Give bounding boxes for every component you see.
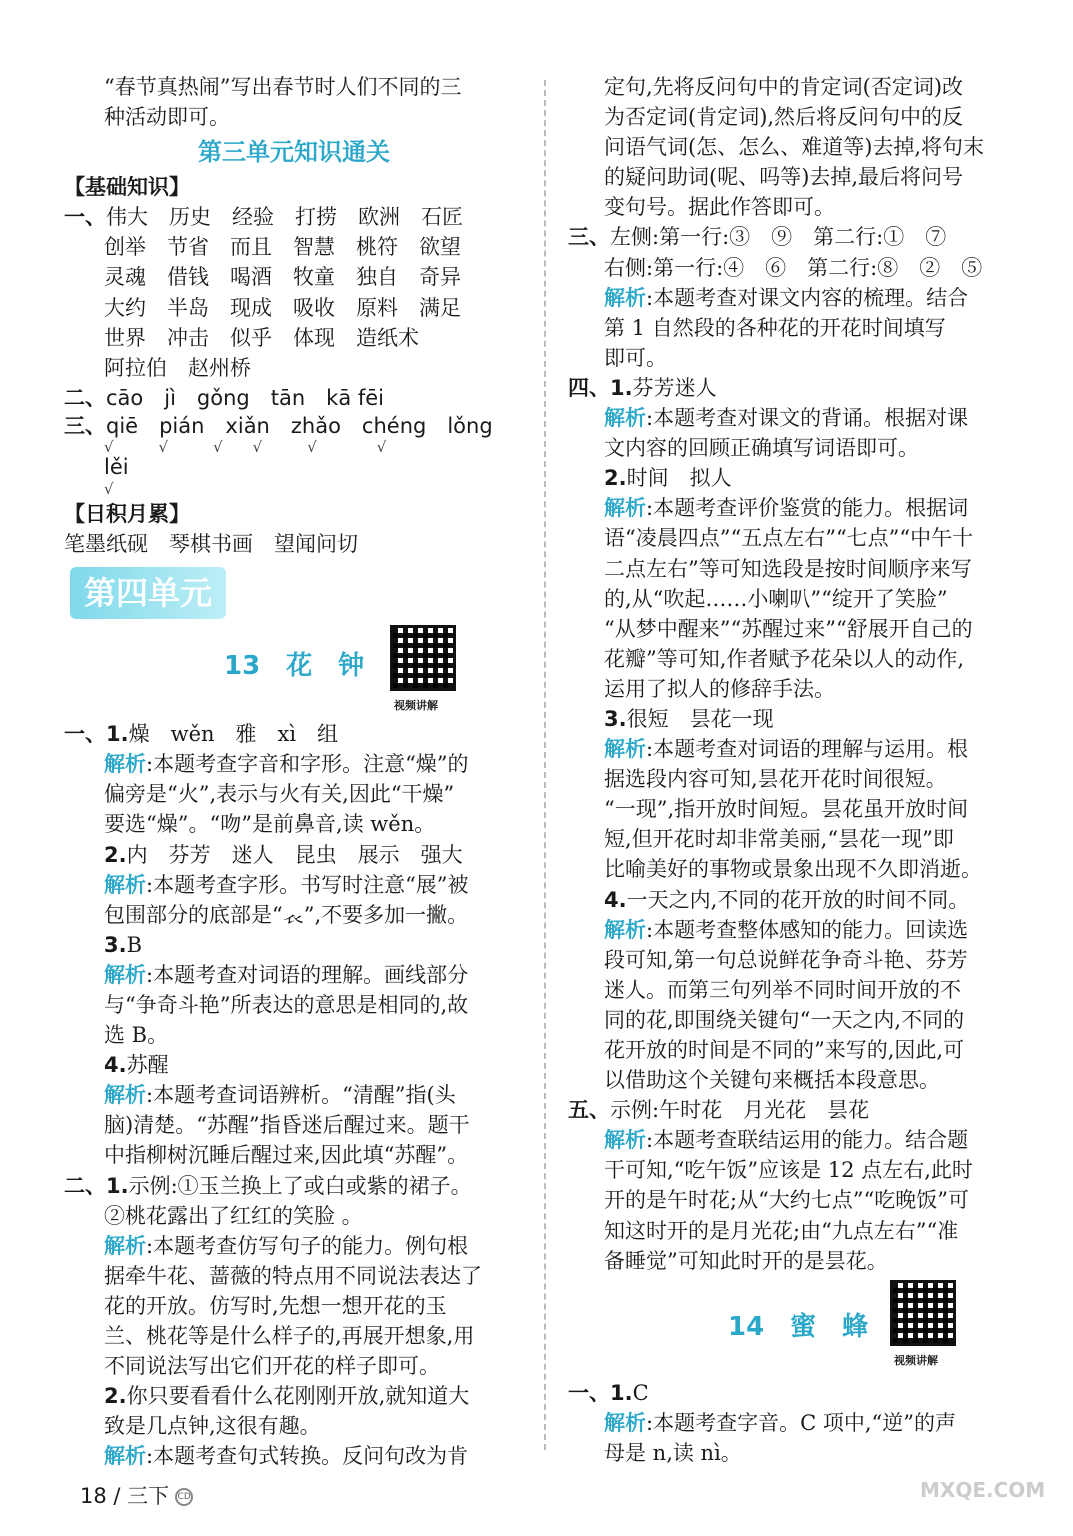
- section-label: 四、: [568, 375, 610, 400]
- analysis-label: 解析: [104, 962, 146, 987]
- answer: 示例:午时花 月光花 昙花: [610, 1098, 870, 1123]
- analysis-text: :本题考查整体感知的能力。回读选: [646, 917, 969, 942]
- answer: 内 芬芳 迷人 昆虫 展示 强大: [126, 842, 463, 867]
- analysis-text: :本题考查词语辨析。“清醒”指(头: [146, 1083, 456, 1108]
- analysis-label: 解析: [104, 1444, 146, 1469]
- unit3-title: 第三单元知识通关: [198, 138, 390, 167]
- column-divider: [544, 80, 546, 1450]
- section-label: 五、: [568, 1098, 610, 1123]
- daily-accumulation-heading: 【日积月累】: [64, 501, 190, 526]
- page-number: 18 / 三下: [80, 1484, 170, 1508]
- analysis-text: :本题考查对词语的理解与运用。根: [646, 737, 969, 762]
- analysis-text: 以借助这个关键句来概括本段意思。: [604, 1068, 940, 1093]
- analysis-text: 段可知,第一句总说鲜花争奇斗艳、芬芳: [604, 947, 968, 972]
- answer: 你只要看看什么花刚刚开放,就知道大: [126, 1384, 470, 1409]
- answer: C: [632, 1380, 649, 1405]
- answer: ②桃花露出了红红的笑脸 。: [104, 1203, 363, 1228]
- question-number: 1.: [106, 1173, 129, 1198]
- analysis-label: 解析: [604, 737, 646, 762]
- section-label: 一、: [64, 205, 106, 230]
- pinyin-row: lěi: [104, 454, 129, 479]
- analysis-text: :本题考查句式转换。反问句改为肯: [146, 1444, 469, 1469]
- analysis-label: 解析: [604, 285, 646, 310]
- answer: 时间 拟人: [626, 466, 732, 491]
- question-number: 4.: [604, 887, 627, 912]
- analysis-text: “从梦中醒来”“苏醒过来”“舒展开自己的: [604, 616, 973, 641]
- analysis-text: 的,从“吹起……小喇叭”“绽开了笑脸”: [604, 586, 948, 611]
- lesson13-title: 13 花 钟: [224, 651, 365, 682]
- analysis-text: 变句号。据此作答即可。: [604, 195, 835, 220]
- answer: B: [126, 932, 143, 957]
- word-row: 创举 节省 而且 智慧 桃符 欲望: [104, 235, 461, 260]
- question-number: 3.: [104, 932, 127, 957]
- answer: 左侧:第一行:③ ⑨ 第二行:① ⑦: [610, 225, 947, 250]
- analysis-text: 中指柳树沉睡后醒过来,因此填“苏醒”。: [104, 1143, 469, 1168]
- answer: 一天之内,不同的花开放的时间不同。: [626, 887, 970, 912]
- qr-code-icon[interactable]: [390, 625, 456, 691]
- answer: 示例:①玉兰换上了或白或紫的裙子。: [128, 1173, 472, 1198]
- left-column: [64, 72, 524, 1471]
- analysis-label: 解析: [104, 752, 146, 777]
- daily-words: 笔墨纸砚 琴棋书画 望闻问切: [64, 532, 358, 557]
- lesson14-title: 14 蜜 蜂: [728, 1311, 869, 1342]
- analysis-text: 知这时开的是月光花;由“九点左右”“准: [604, 1218, 959, 1243]
- analysis-text: 要选“燥”。“吻”是前鼻音,读 wěn。: [104, 812, 436, 837]
- analysis-text: 偏旁是“火”,表示与火有关,因此“干燥”: [104, 782, 455, 807]
- question-number: 1.: [610, 375, 633, 400]
- unit4-banner: 第四单元: [70, 567, 226, 619]
- analysis-text: 为否定词(肯定词),然后将反问句中的反: [604, 105, 964, 130]
- analysis-text: 短,但开花时却非常美丽,“昙花一现”即: [604, 827, 954, 852]
- answer: 燥 wěn 雅 xì 组: [128, 722, 339, 747]
- qr-code-icon[interactable]: [890, 1280, 956, 1346]
- text-line: “春节真热闹”写出春节时人们不同的三: [104, 75, 462, 99]
- question-number: 3.: [604, 706, 627, 731]
- analysis-text: 二点左右”等可知选段是按时间顺序来写: [604, 556, 972, 581]
- analysis-text: :本题考查对课文的背诵。根据对课: [646, 406, 969, 431]
- analysis-text: 包围部分的底部是“𧘇”,不要多加一撇。: [104, 902, 469, 927]
- word-row: 世界 冲击 似乎 体现 造纸术: [104, 325, 419, 350]
- analysis-text: 语“凌晨四点”“五点左右”“七点”“中午十: [604, 526, 974, 551]
- page-footer: [80, 1480, 193, 1510]
- analysis-text: :本题考查字音。C 项中,“逆”的声: [646, 1410, 956, 1435]
- analysis-text: :本题考查字形。书写时注意“展”被: [146, 872, 469, 897]
- analysis-text: 定句,先将反问句中的肯定词(否定词)改: [604, 75, 964, 99]
- question-number: 4.: [104, 1053, 127, 1078]
- analysis-label: 解析: [604, 496, 646, 521]
- word-row: 伟大 历史 经验 打捞 欧洲 石匠: [106, 205, 463, 230]
- question-number: 2.: [104, 1384, 127, 1409]
- question-number: 2.: [604, 466, 627, 491]
- analysis-text: 比喻美好的事物或景象出现不久即消逝。: [604, 857, 982, 882]
- section-label: 二、: [64, 1173, 106, 1198]
- basic-knowledge-heading: 【基础知识】: [64, 175, 190, 200]
- text-line: 种活动即可。: [104, 105, 230, 130]
- analysis-label: 解析: [104, 1083, 146, 1108]
- analysis-label: 解析: [104, 872, 146, 897]
- analysis-text: :本题考查评价鉴赏的能力。根据词: [646, 496, 969, 521]
- section-label: 三、: [64, 413, 106, 438]
- analysis-text: 文内容的回顾正确填写词语即可。: [604, 436, 919, 461]
- question-number: 1.: [610, 1380, 633, 1405]
- analysis-text: 即可。: [604, 345, 667, 370]
- analysis-text: 据选段内容可知,昙花开花时间很短。: [604, 767, 947, 792]
- analysis-text: 同的花,即围绕关键句“一天之内,不同的: [604, 1007, 965, 1032]
- lesson13-header: [64, 619, 524, 719]
- answer: 苏醒: [126, 1053, 169, 1078]
- check-mark-icon: √: [104, 479, 114, 498]
- analysis-text: 迷人。而第三句列举不同时间开放的不: [604, 977, 961, 1002]
- cd-badge-icon: CD: [175, 1488, 193, 1506]
- pinyin-row: cāo jì gǒng tān kā fēi: [106, 385, 385, 410]
- section-label: 一、: [64, 722, 106, 747]
- analysis-text: 花的开放。仿写时,先想一想开花的玉: [104, 1293, 447, 1318]
- analysis-text: 选 B。: [104, 1023, 169, 1048]
- qr-label: 视频讲解: [394, 699, 438, 713]
- analysis-text: 脑)清楚。“苏醒”指昏迷后醒过来。题干: [104, 1113, 470, 1138]
- analysis-text: 花开放的时间是不同的”来写的,因此,可: [604, 1038, 965, 1062]
- pinyin-row: qiē pián xiǎn zhǎo chéng lǒng: [106, 413, 493, 438]
- analysis-text: 问语气词(怎、怎么、难道等)去掉,将句末: [604, 135, 985, 160]
- check-mark-icon: √ √ √ √ √ √: [104, 438, 387, 455]
- answer: 致是几点钟,这很有趣。: [104, 1414, 321, 1439]
- analysis-text: 第 1 自然段的各种花的开花时间填写: [604, 315, 946, 340]
- analysis-text: :本题考查字音和字形。注意“燥”的: [146, 752, 469, 777]
- question-number: 1.: [106, 722, 129, 747]
- answer: 芬芳迷人: [632, 375, 717, 400]
- analysis-label: 解析: [604, 917, 646, 942]
- right-column: [568, 72, 1020, 1468]
- analysis-text: 的疑问助词(呢、吗等)去掉,最后将问号: [604, 165, 964, 190]
- answer: 很短 昙花一现: [626, 706, 774, 731]
- word-row: 灵魂 借钱 喝酒 牧童 独自 奇异: [104, 265, 461, 290]
- analysis-text: 运用了拟人的修辞手法。: [604, 676, 835, 701]
- analysis-label: 解析: [604, 1410, 646, 1435]
- analysis-text: 据牵牛花、蔷薇的特点用不同说法表达了: [104, 1263, 482, 1288]
- watermark: MXQE.COM: [920, 1478, 1046, 1502]
- question-number: 2.: [104, 842, 127, 867]
- section-label: 三、: [568, 225, 610, 250]
- analysis-text: :本题考查仿写句子的能力。例句根: [146, 1233, 469, 1258]
- word-row: 阿拉伯 赵州桥: [104, 355, 251, 380]
- analysis-text: 备睡觉”可知此时开的是昙花。: [604, 1248, 888, 1273]
- analysis-text: 母是 n,读 nì。: [604, 1440, 742, 1465]
- analysis-text: :本题考查联结运用的能力。结合题: [646, 1128, 969, 1153]
- analysis-text: :本题考查对课文内容的梳理。结合: [646, 285, 969, 310]
- analysis-text: :本题考查对词语的理解。画线部分: [146, 962, 469, 987]
- analysis-text: “一现”,指开放时间短。昙花虽开放时间: [604, 797, 969, 822]
- analysis-text: 花瓣”等可知,作者赋予花朵以人的动作,: [604, 646, 965, 671]
- analysis-label: 解析: [104, 1233, 146, 1258]
- section-label: 一、: [568, 1380, 610, 1405]
- answer: 右侧:第一行:④ ⑥ 第二行:⑧ ② ⑤: [604, 255, 983, 280]
- lesson14-header: [568, 1276, 1020, 1378]
- analysis-text: 干可知,“吃午饭”应该是 12 点左右,此时: [604, 1158, 973, 1183]
- analysis-label: 解析: [604, 1128, 646, 1153]
- section-label: 二、: [64, 385, 106, 410]
- analysis-text: 与“争奇斗艳”所表达的意思是相同的,故: [104, 992, 469, 1017]
- analysis-label: 解析: [604, 406, 646, 431]
- word-row: 大约 半岛 现成 吸收 原料 满足: [104, 295, 461, 320]
- qr-label: 视频讲解: [894, 1353, 938, 1367]
- analysis-text: 不同说法写出它们开花的样子即可。: [104, 1354, 440, 1379]
- analysis-text: 开的是午时花;从“大约七点”“吃晚饭”可: [604, 1188, 970, 1213]
- analysis-text: 兰、桃花等是什么样子的,再展开想象,用: [104, 1324, 475, 1348]
